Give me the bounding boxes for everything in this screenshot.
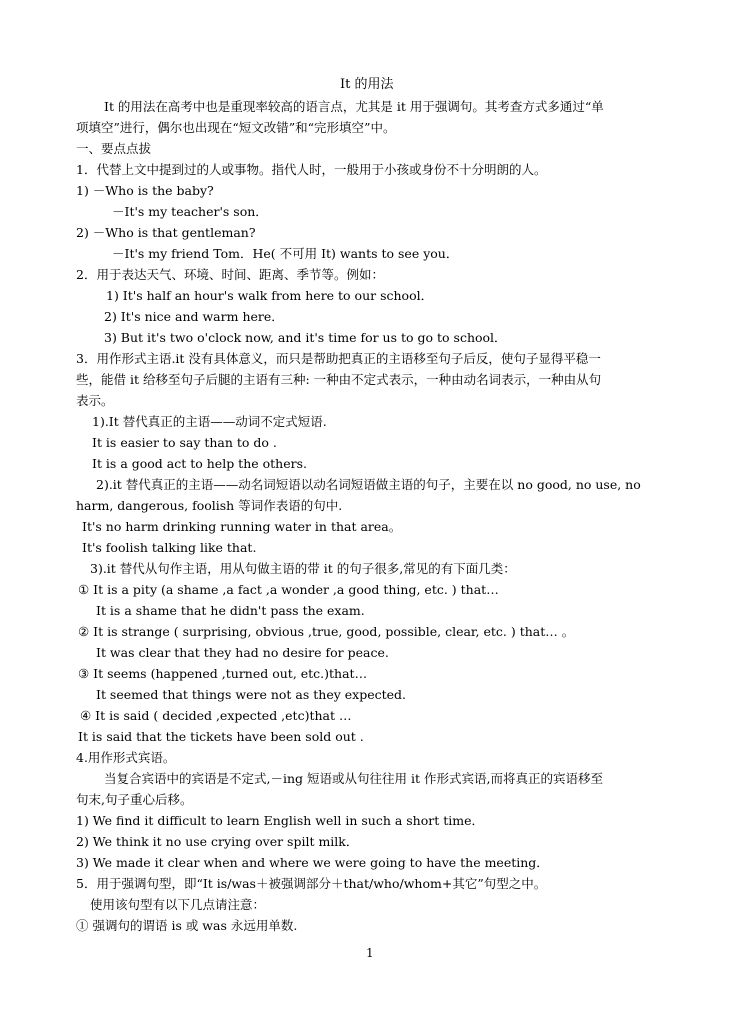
page-number: 1: [366, 946, 374, 960]
text-line: 3．用作形式主语.it 没有具体意义，而只是帮助把真正的主语移至句子后反，使句子显得平稳一: [76, 351, 601, 366]
text-line: 2．用于表达天气、环境、时间、距离、季节等。例如：: [76, 267, 384, 282]
text-line: 当复合宾语中的宾语是不定式,－ing 短语或从句往往用 it 作形式宾语,而将真正的宾语移至: [104, 771, 603, 786]
text-line: It 的用法在高考中也是重现率较高的语言点，尤其是 it 用于强调句。其考查方式多通过“单: [104, 99, 604, 114]
text-line: 2) －Who is that gentleman?: [76, 225, 256, 240]
text-line: 1．代替上文中提到过的人或事物。指代人时，一般用于小孩或身份不十分明朗的人。: [76, 162, 547, 177]
text-line: 3) But it's two o'clock now, and it's time for us to go to school．: [104, 330, 507, 345]
text-line: 项填空”进行，偶尔也出现在“短文改错”和“完形填空”中。: [76, 120, 396, 135]
text-line: 些，能借 it 给移至句子后腿的主语有三种: 一种由不定式表示，一种由动名词表示，一种由从句: [76, 372, 602, 387]
text-line: －It's my friend Tom．He( 不可用 It) wants to see you．: [112, 246, 459, 261]
text-line: 2).it 替代真正的主语——动名词短语以动名词短语做主语的句子，主要在以 no good, no use, no: [96, 477, 641, 492]
text-line: ② It is strange ( surprising, obvious ,true, good, possible, clear, etc. ) that… 。: [78, 624, 575, 639]
text-line: harm, dangerous, foolish 等词作表语的句中.: [76, 498, 343, 513]
text-line: 句末,句子重心后移。: [76, 792, 193, 807]
text-line: 3).it 替代从句作主语，用从句做主语的带 it 的句子很多,常见的有下面几类：: [90, 561, 516, 576]
text-line: 1) It's half an hour's walk from here to our school．: [106, 288, 434, 303]
text-line: It's foolish talking like that.: [82, 540, 257, 555]
text-line: ① It is a pity (a shame ,a fact ,a wonder ,a good thing, etc. ) that…: [78, 582, 499, 597]
text-line: It is said that the tickets have been sold out .: [78, 729, 364, 744]
text-line: It seemed that things were not as they expected.: [96, 687, 407, 702]
text-line: ③ It seems (happened ,turned out, etc.)that…: [78, 666, 368, 681]
text-line: It is a good act to help the others.: [92, 456, 307, 471]
text-line: It is a shame that he didn't pass the exam.: [96, 603, 365, 618]
page-title: It 的用法: [340, 77, 394, 92]
text-line: 使用该句型有以下几点请注意：: [90, 897, 266, 912]
text-line: 5．用于强调句型，即“It is/was＋被强调部分＋that/who/whom+其它”句型之中。: [76, 876, 547, 891]
text-line: ① 强调句的谓语 is 或 was 永远用单数.: [76, 918, 298, 933]
text-line: It is easier to say than to do .: [92, 435, 277, 450]
text-line: 表示。: [76, 393, 114, 408]
text-line: ④ It is said ( decided ,expected ,etc)that …: [80, 708, 352, 723]
text-line: 3) We made it clear when and where we were going to have the meeting．: [76, 855, 549, 870]
text-line: 1) －Who is the baby?: [76, 183, 214, 198]
text-line: 1).It 替代真正的主语——动词不定式短语.: [92, 414, 327, 429]
text-line: 2) It's nice and warm here．: [104, 309, 284, 324]
text-line: It's no harm drinking running water in that area。: [82, 519, 402, 534]
text-line: It was clear that they had no desire for peace.: [96, 645, 389, 660]
text-line: －It's my teacher's son．: [112, 204, 268, 219]
section-heading: 一、要点点拔: [76, 141, 152, 156]
text-line: 2) We think it no use crying over spilt milk．: [76, 834, 359, 849]
text-line: 1) We find it difficult to learn English well in such a short time．: [76, 813, 485, 828]
section-heading: 4.用作形式宾语。: [76, 750, 176, 765]
